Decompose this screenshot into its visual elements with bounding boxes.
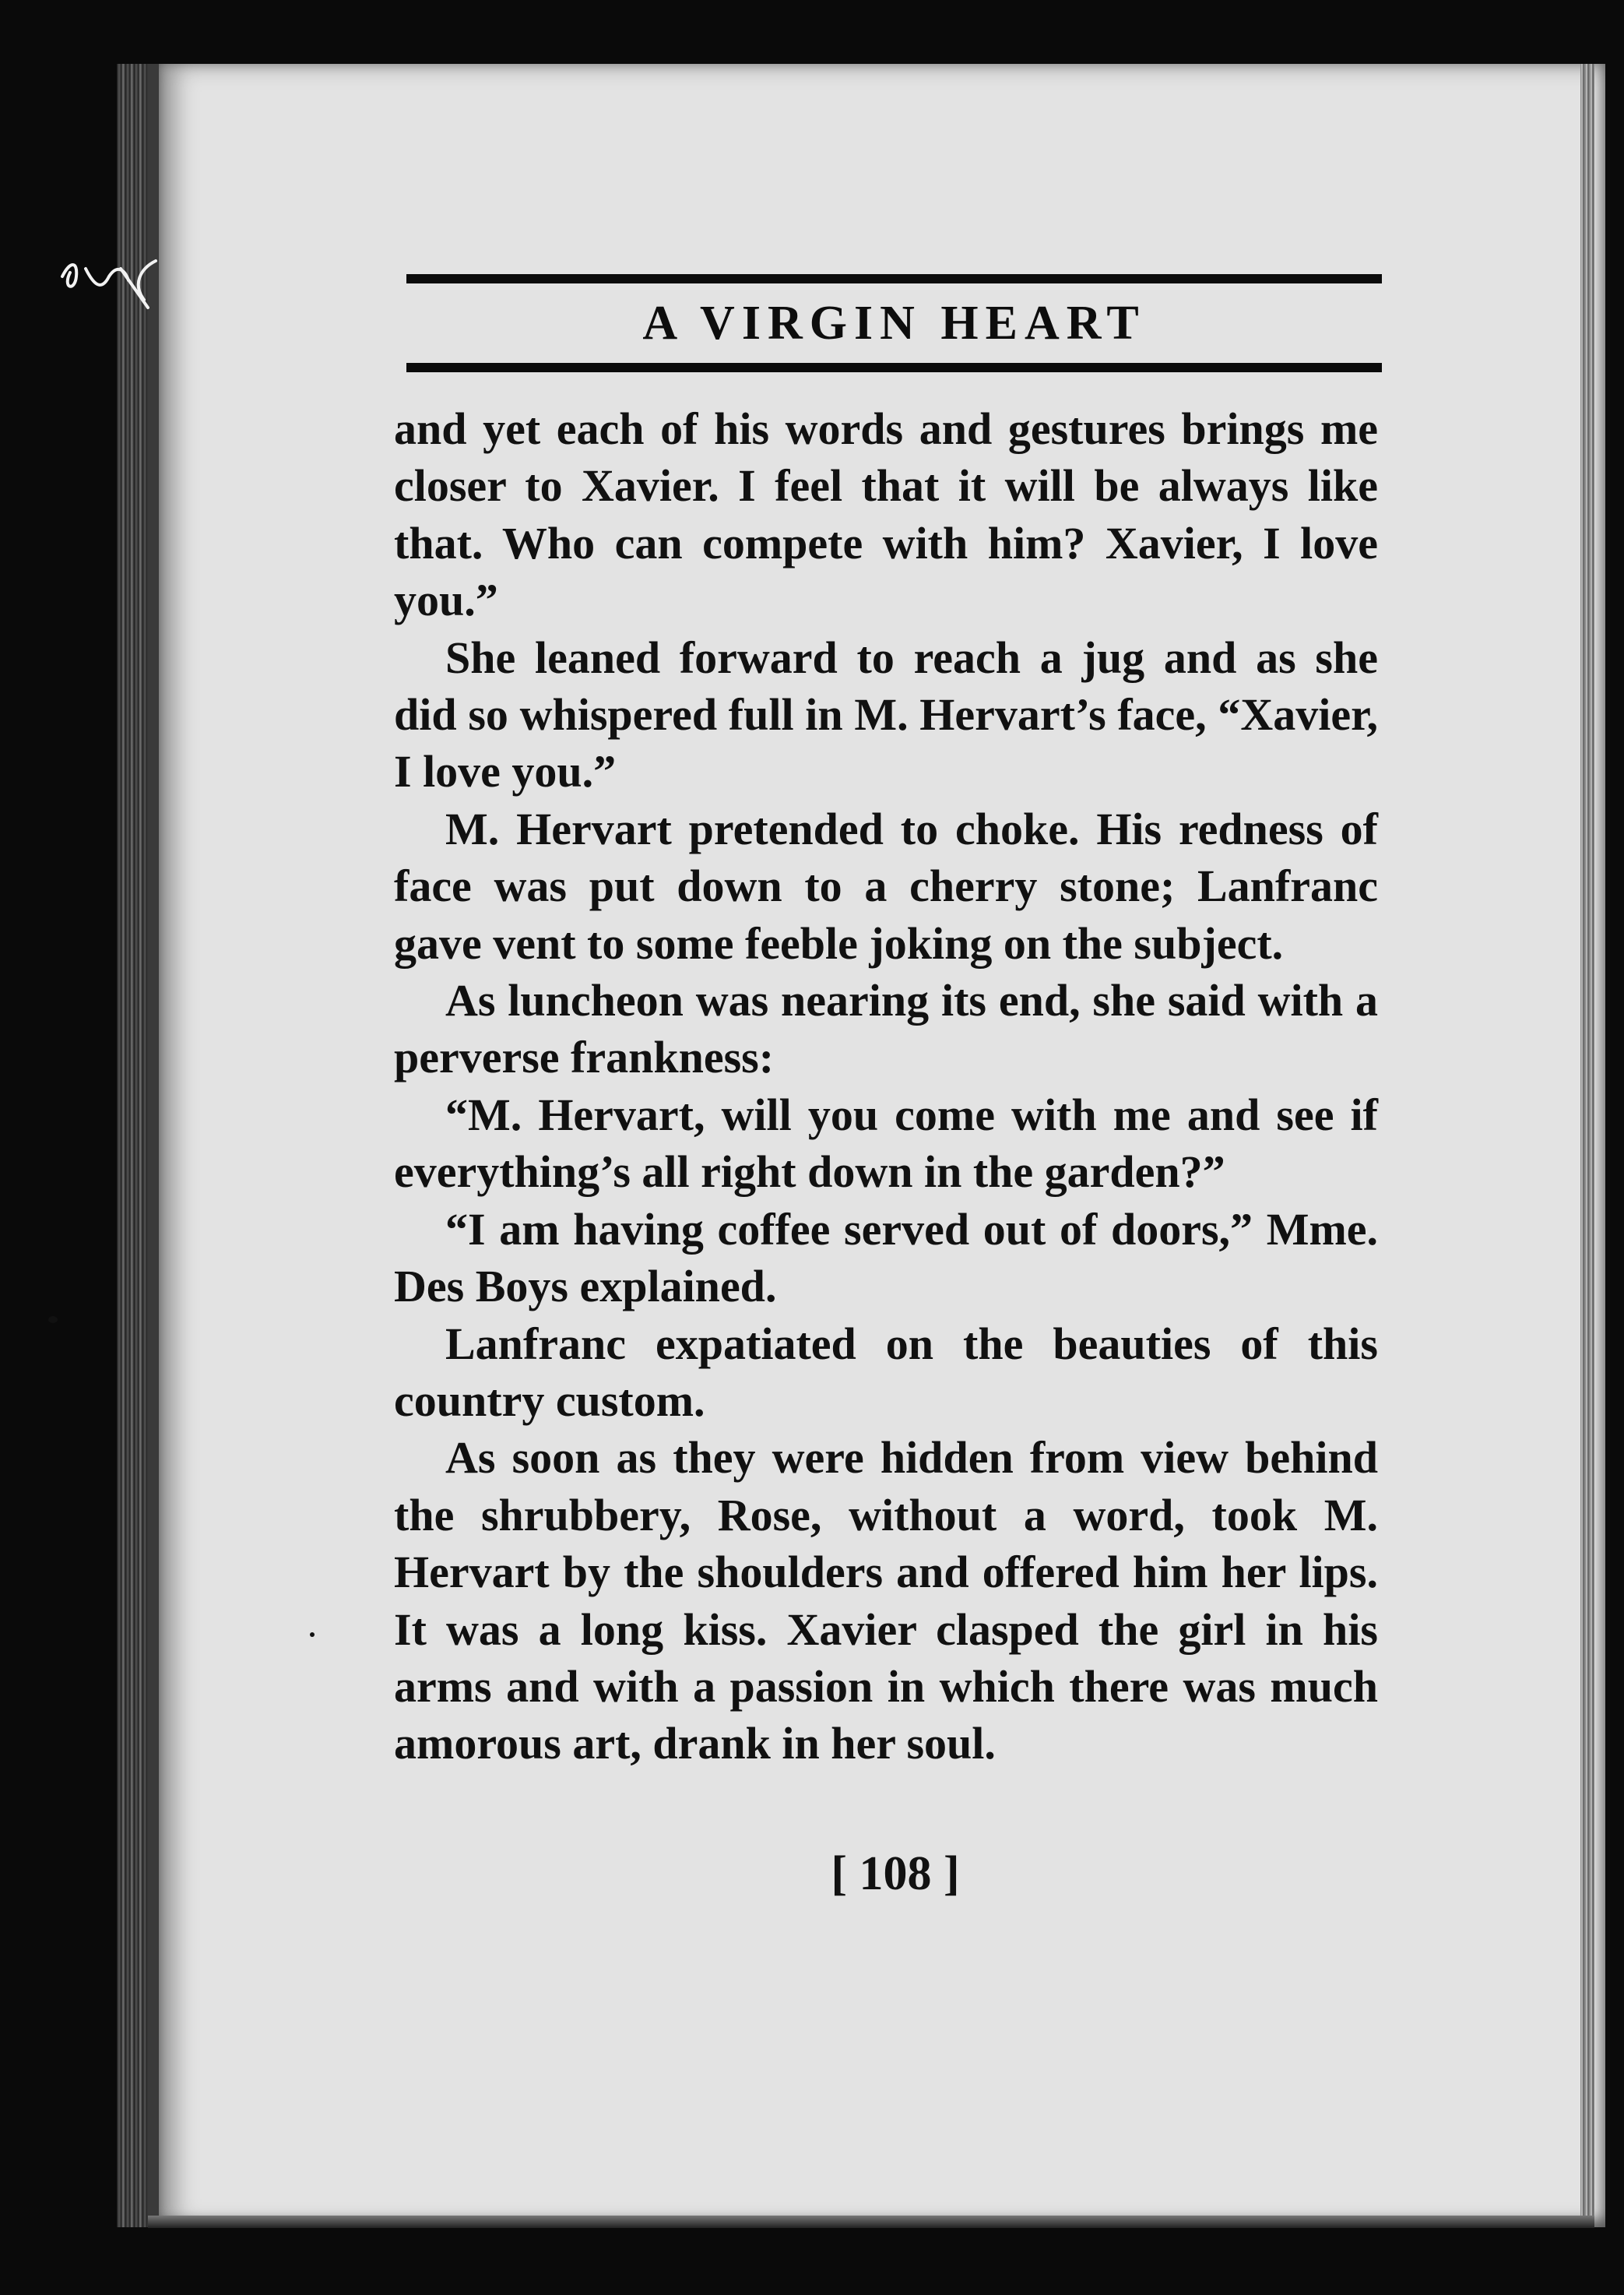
paragraph: M. Hervart pretended to choke. His redness of face was put down to a cherry stone; Lanfranc gave vent to some feeble joking on the subject.: [394, 803, 1378, 969]
page-number: [ 108 ]: [831, 1847, 960, 1900]
header-rule-bottom: [406, 363, 1382, 372]
running-head: A VIRGIN HEART: [642, 297, 1146, 350]
paragraph: She leaned forward to reach a jug and as she did so whispered full in M. Hervart’s face, “Xavier, I love you.”: [394, 632, 1378, 797]
paragraph: and yet each of his words and gestures brings me closer to Xavier. I feel that it will be always like that. Who can compete with him? Xavier, I love you.”: [394, 403, 1378, 626]
paragraph: As soon as they were hidden from view behind the shrubbery, Rose, without a word, took M. Hervart by the shoulders and offered him her lips. It was a long kiss. Xavier clasped the girl in his arms and with a passion in which there was much amorous art, drank in her soul.: [394, 1432, 1378, 1769]
header-rule-top: [406, 274, 1382, 283]
body-text: [394, 400, 1378, 1772]
scan-speck: [310, 1632, 315, 1637]
paragraph: Lanfranc expatiated on the beauties of this country custom.: [394, 1318, 1378, 1426]
pencil-annotation-mark: [47, 245, 171, 315]
page-bottom-edge: [148, 2216, 1594, 2228]
paragraph: “I am having coffee served out of doors,” Mme. Des Boys explained.: [394, 1203, 1378, 1312]
scan-speck: [48, 1316, 58, 1323]
page-right-edge: [1580, 64, 1594, 2227]
paragraph: “M. Hervart, will you come with me and see if everything’s all right down in the garden?”: [394, 1089, 1378, 1198]
paragraph: As luncheon was nearing its end, she said with a perverse frankness:: [394, 975, 1378, 1083]
